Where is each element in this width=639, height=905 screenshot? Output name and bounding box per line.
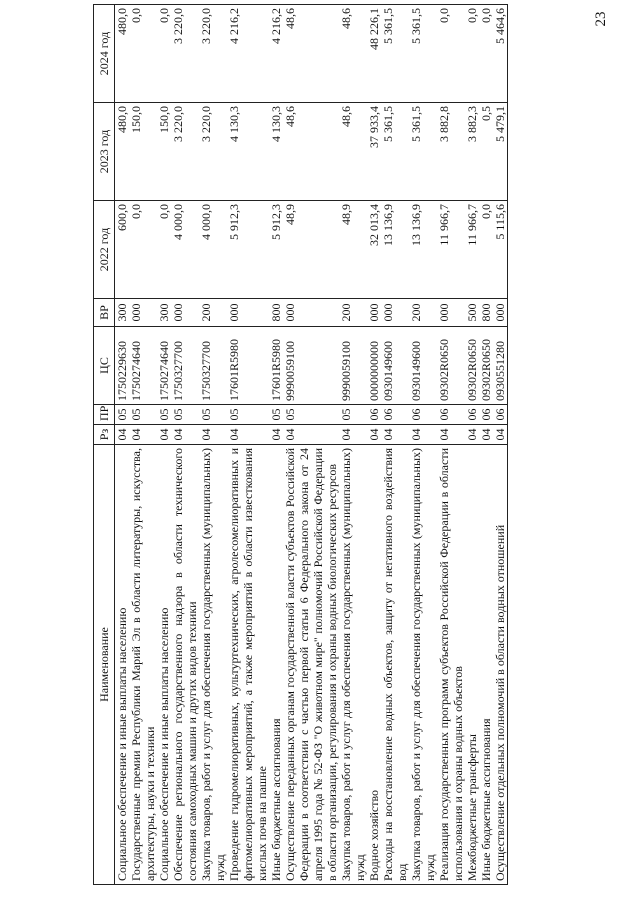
- row-pr: 05: [157, 405, 171, 425]
- row-pr: 05: [227, 405, 269, 425]
- row-2023: 3 882,8: [437, 103, 465, 201]
- row-vr: 000: [437, 299, 465, 327]
- row-vr: 500: [465, 299, 479, 327]
- row-name: Обеспечение регионального государственного надзора в области технического состояния самоходных машин и других видов техники: [171, 445, 199, 885]
- row-name: Закупка товаров, работ и услуг для обеспечения государственных (муниципальных) нужд: [339, 445, 367, 885]
- row-cs: 9990059100: [283, 327, 339, 405]
- row-2022: 11 966,7: [437, 201, 465, 299]
- row-2022: 5 115,6: [493, 201, 508, 299]
- row-rz: 04: [409, 425, 437, 445]
- row-2022: 11 966,7: [465, 201, 479, 299]
- row-name: Социальное обеспечение и иные выплаты населению: [157, 445, 171, 885]
- row-rz: 04: [465, 425, 479, 445]
- row-cs: 1750327700: [171, 327, 199, 405]
- row-2024: 0,0: [157, 5, 171, 103]
- row-2023: 3 882,3: [465, 103, 479, 201]
- row-2022: 0,0: [129, 201, 157, 299]
- row-rz: 04: [227, 425, 269, 445]
- row-2023: 5 479,1: [493, 103, 508, 201]
- row-2024: 4 216,2: [227, 5, 269, 103]
- header-name: Наименование: [94, 445, 115, 885]
- row-vr: 000: [129, 299, 157, 327]
- row-pr: 06: [409, 405, 437, 425]
- row-cs: 17601R5980: [269, 327, 283, 405]
- table-row: [227, 5, 269, 885]
- row-vr: 000: [283, 299, 339, 327]
- row-rz: 04: [367, 425, 381, 445]
- row-pr: 05: [199, 405, 227, 425]
- row-2024: 4 216,2: [269, 5, 283, 103]
- table-row: [199, 5, 227, 885]
- row-pr: 06: [381, 405, 409, 425]
- row-2023: 4 130,3: [227, 103, 269, 201]
- row-vr: 800: [479, 299, 493, 327]
- row-rz: 04: [381, 425, 409, 445]
- row-2024: 48,6: [339, 5, 367, 103]
- row-2022: 0,0: [157, 201, 171, 299]
- row-vr: 300: [157, 299, 171, 327]
- row-2023: 48,6: [339, 103, 367, 201]
- row-cs: 1750274640: [129, 327, 157, 405]
- row-name: Иные бюджетные ассигнования: [269, 445, 283, 885]
- row-name: Государственные премии Республики Марий Эл в области литературы, искусства, архитектуры, науки и техники: [129, 445, 157, 885]
- row-name: Иные бюджетные ассигнования: [479, 445, 493, 885]
- table-row: [465, 5, 479, 885]
- row-rz: 04: [283, 425, 339, 445]
- row-2022: 13 136,9: [381, 201, 409, 299]
- row-vr: 800: [269, 299, 283, 327]
- table-row: [157, 5, 171, 885]
- header-2024: 2024 год: [94, 5, 115, 103]
- header-pr: ПР: [94, 405, 115, 425]
- row-cs: 0000000000: [367, 327, 381, 405]
- row-2022: 32 013,4: [367, 201, 381, 299]
- row-name: Осуществление отдельных полномочий в области водных отношений: [493, 445, 508, 885]
- row-2024: 3 220,0: [199, 5, 227, 103]
- header-2022: 2022 год: [94, 201, 115, 299]
- row-2023: 37 933,4: [367, 103, 381, 201]
- row-2023: 48,6: [283, 103, 339, 201]
- row-rz: 04: [199, 425, 227, 445]
- row-pr: 05: [115, 405, 130, 425]
- table-row: [493, 5, 508, 885]
- row-pr: 06: [479, 405, 493, 425]
- row-name: Реализация государственных программ субъектов Российской Федерации в области использования и охраны водных объектов: [437, 445, 465, 885]
- row-2023: 5 361,5: [409, 103, 437, 201]
- row-rz: 04: [129, 425, 157, 445]
- row-name: Межбюджетные трансферты: [465, 445, 479, 885]
- table-row: [437, 5, 465, 885]
- table-row: [283, 5, 339, 885]
- row-vr: 200: [409, 299, 437, 327]
- row-pr: 05: [129, 405, 157, 425]
- row-2023: 3 220,0: [199, 103, 227, 201]
- row-vr: 200: [339, 299, 367, 327]
- row-cs: 09302R0650: [465, 327, 479, 405]
- row-name: Закупка товаров, работ и услуг для обеспечения государственных (муниципальных) нужд: [199, 445, 227, 885]
- row-rz: 04: [157, 425, 171, 445]
- header-2023: 2023 год: [94, 103, 115, 201]
- budget-table: [93, 4, 508, 885]
- table-row: [115, 5, 130, 885]
- row-rz: 04: [115, 425, 130, 445]
- row-vr: 000: [227, 299, 269, 327]
- row-2022: 48,9: [339, 201, 367, 299]
- row-2024: 5 464,6: [493, 5, 508, 103]
- row-rz: 04: [269, 425, 283, 445]
- row-cs: 17601R5980: [227, 327, 269, 405]
- row-cs: 0930551280: [493, 327, 508, 405]
- row-2024: 0,0: [437, 5, 465, 103]
- row-pr: 06: [437, 405, 465, 425]
- row-vr: 000: [493, 299, 508, 327]
- row-rz: 04: [339, 425, 367, 445]
- row-rz: 04: [171, 425, 199, 445]
- table-row: [171, 5, 199, 885]
- row-name: Расходы на восстановление водных объектов, защиту от негативного воздействия вод: [381, 445, 409, 885]
- row-cs: 0930149600: [381, 327, 409, 405]
- row-name: Закупка товаров, работ и услуг для обеспечения государственных (муниципальных) нужд: [409, 445, 437, 885]
- row-cs: 09302R0650: [437, 327, 465, 405]
- row-rz: 04: [493, 425, 508, 445]
- row-2023: 480,0: [115, 103, 130, 201]
- row-2024: 480,0: [115, 5, 130, 103]
- row-name: Водное хозяйство: [367, 445, 381, 885]
- row-2022: 600,0: [115, 201, 130, 299]
- row-2022: 0,0: [479, 201, 493, 299]
- row-name: Социальное обеспечение и иные выплаты населению: [115, 445, 130, 885]
- row-2024: 0,0: [479, 5, 493, 103]
- header-vr: ВР: [94, 299, 115, 327]
- row-2024: 48 226,1: [367, 5, 381, 103]
- row-cs: 1750327700: [199, 327, 227, 405]
- row-vr: 000: [381, 299, 409, 327]
- table-row: [409, 5, 437, 885]
- row-cs: 0930149600: [409, 327, 437, 405]
- table-row: [367, 5, 381, 885]
- header-rz: Рз: [94, 425, 115, 445]
- row-2023: 4 130,3: [269, 103, 283, 201]
- row-vr: 000: [367, 299, 381, 327]
- table-header-row: [94, 5, 115, 885]
- row-2024: 3 220,0: [171, 5, 199, 103]
- row-2022: 4 000,0: [199, 201, 227, 299]
- row-2024: 0,0: [129, 5, 157, 103]
- row-cs: 9990059100: [339, 327, 367, 405]
- row-2022: 5 912,3: [227, 201, 269, 299]
- row-2024: 5 361,5: [409, 5, 437, 103]
- row-vr: 300: [115, 299, 130, 327]
- row-2023: 150,0: [129, 103, 157, 201]
- row-vr: 200: [199, 299, 227, 327]
- row-rz: 04: [437, 425, 465, 445]
- row-pr: 06: [493, 405, 508, 425]
- row-pr: 06: [367, 405, 381, 425]
- row-2023: 150,0: [157, 103, 171, 201]
- page-number: 23: [593, 11, 609, 27]
- row-cs: 1750229630: [115, 327, 130, 405]
- row-pr: 05: [171, 405, 199, 425]
- row-2024: 0,0: [465, 5, 479, 103]
- row-cs: 09302R0650: [479, 327, 493, 405]
- row-2022: 4 000,0: [171, 201, 199, 299]
- header-cs: ЦС: [94, 327, 115, 405]
- row-2022: 13 136,9: [409, 201, 437, 299]
- table-row: [479, 5, 493, 885]
- row-name: Осуществление переданных органам государственной власти субъектов Российской Федерации в соответствии с частью первой статьи 6 Федерального закона от 24 апреля 1995 года № 52-ФЗ "О животном мире" полномочий Российской Федерации в области организации, регулирования и охраны водных биологических ресурсов: [283, 445, 339, 885]
- table-row: [129, 5, 157, 885]
- row-cs: 1750274640: [157, 327, 171, 405]
- row-2023: 0,5: [479, 103, 493, 201]
- row-2024: 5 361,5: [381, 5, 409, 103]
- row-rz: 04: [479, 425, 493, 445]
- row-vr: 000: [171, 299, 199, 327]
- rotated-table-container: [93, 5, 613, 885]
- table-row: [269, 5, 283, 885]
- table-row: [339, 5, 367, 885]
- row-2023: 3 220,0: [171, 103, 199, 201]
- row-pr: 05: [339, 405, 367, 425]
- row-pr: 05: [269, 405, 283, 425]
- row-2023: 5 361,5: [381, 103, 409, 201]
- row-pr: 06: [465, 405, 479, 425]
- row-2022: 48,9: [283, 201, 339, 299]
- row-2022: 5 912,3: [269, 201, 283, 299]
- row-pr: 05: [283, 405, 339, 425]
- row-2024: 48,6: [283, 5, 339, 103]
- table-row: [381, 5, 409, 885]
- row-name: Проведение гидромелиоративных, культуртехнических, агролесомелиоративных и фитомелиоративных мероприятий, а также мероприятий в области известкования кислых почв на пашне: [227, 445, 269, 885]
